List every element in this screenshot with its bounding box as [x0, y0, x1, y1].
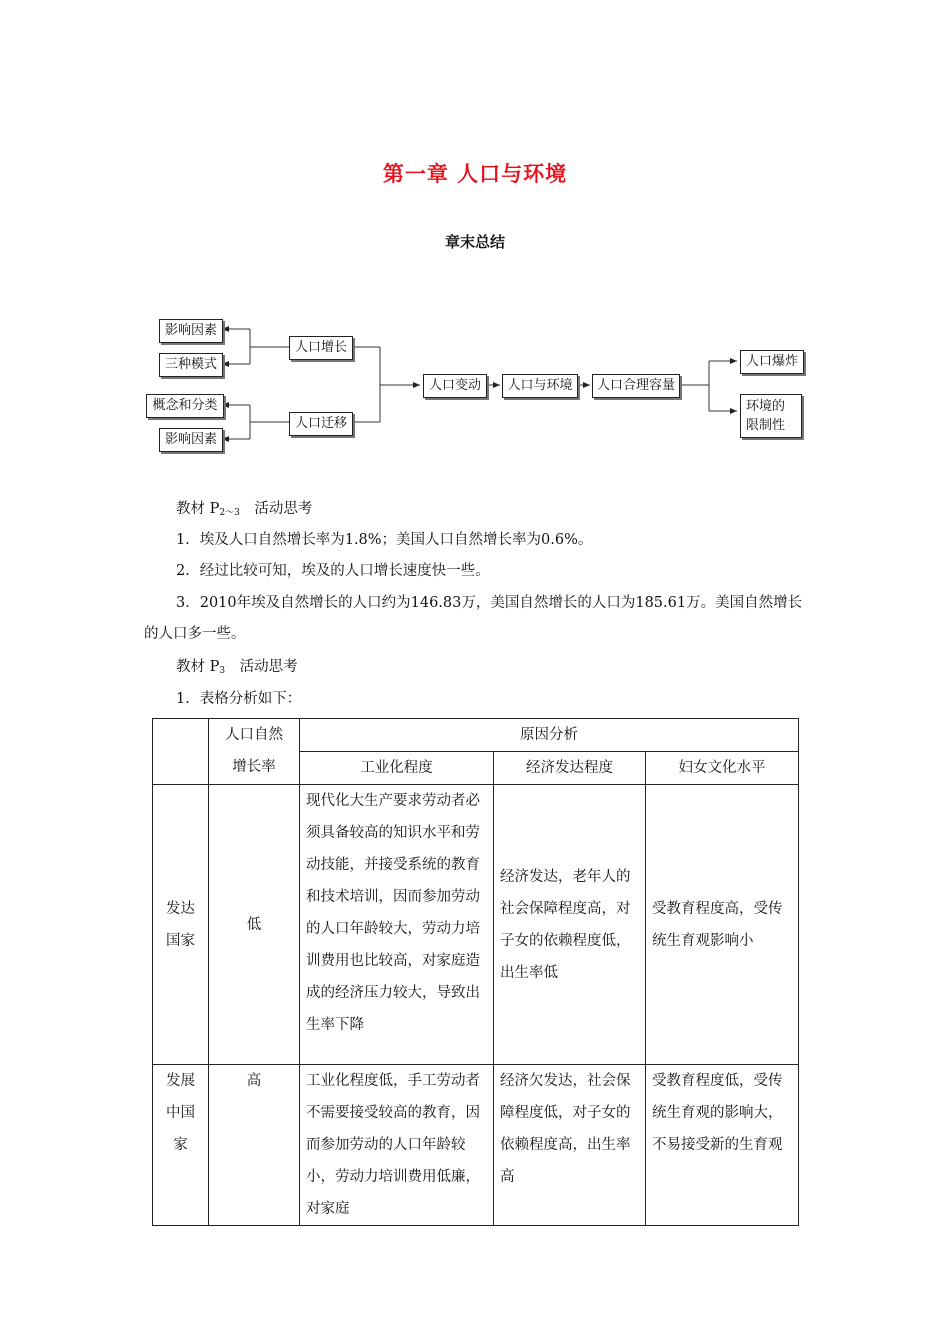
header-economic-level: 经济发达程度	[494, 752, 646, 785]
concept-diagram	[0, 300, 950, 470]
row-developed-economy: 经济发达，老年人的社会保障程度高，对子女的依赖程度低，出生率低	[494, 785, 646, 1065]
row-developing-name: 发展中国家	[153, 1065, 209, 1226]
row-developed-women: 受教育程度高，受传统生育观影响小	[646, 785, 799, 1065]
header-women-education: 妇女文化水平	[646, 752, 799, 785]
box-migration-factors: 影响因素	[159, 428, 223, 452]
analysis-table	[152, 718, 799, 1226]
box-population-explosion: 人口爆炸	[740, 350, 804, 374]
header-industrialization: 工业化程度	[300, 752, 494, 785]
table-corner-cell	[153, 719, 209, 785]
box-population-change: 人口变动	[423, 374, 487, 398]
page-title: 第一章 人口与环境	[382, 161, 568, 186]
box-population-migration: 人口迁移	[289, 412, 353, 436]
header-reason-analysis: 原因分析	[300, 719, 799, 752]
row-developed-rate: 低	[209, 785, 300, 1065]
box-population-environment: 人口与环境	[502, 374, 578, 398]
box-three-modes: 三种模式	[159, 353, 223, 377]
box-reasonable-capacity: 人口合理容量	[592, 374, 680, 398]
answer-2: 2．经过比较可知，埃及的人口增长速度快一些。	[176, 563, 490, 579]
header-growth-rate: 人口自然增长率	[209, 719, 300, 785]
section-heading-2: 教材 $P_3$ 活动思考	[176, 659, 298, 676]
row-developed-industrialization: 现代化大生产要求劳动者必须具备较高的知识水平和劳动技能，并接受系统的教育和技术培训，因而参加劳动的人口年龄较大，劳动力培训费用也比较高，对家庭造成的经济压力较大，导致出生率下降	[300, 785, 494, 1065]
row-developing-economy: 经济欠发达，社会保障程度低，对子女的依赖程度高，出生率高	[494, 1065, 646, 1226]
row-developing-rate: 高	[209, 1065, 300, 1226]
row-developing-industrialization: 工业化程度低，手工劳动者不需要接受较高的教育，因而参加劳动的人口年龄较小，劳动力培训费用低廉，对家庭	[300, 1065, 494, 1226]
box-concept-classification: 概念和分类	[146, 394, 224, 418]
answer-3: 3．2010年埃及自然增长的人口约为146.83万，美国自然增长的人口为185.61万。美国自然增长的人口多一些。	[144, 595, 803, 642]
page-subtitle: 章末总结	[444, 233, 505, 251]
row-developed-name: 发达国家	[153, 785, 209, 1065]
row-developing-women: 受教育程度低，受传统生育观的影响大，不易接受新的生育观	[646, 1065, 799, 1226]
table-row	[153, 1065, 799, 1226]
box-environment-limits: 环境的限制性	[740, 394, 802, 438]
table-row	[153, 785, 799, 1065]
section-heading-1: 教材 $P_{2\sim 3}$ 活动思考	[176, 501, 313, 518]
answer-table-intro: 1．表格分析如下：	[176, 691, 302, 707]
box-population-growth: 人口增长	[289, 336, 353, 360]
answer-1: 1．埃及人口自然增长率为1.8%；美国人口自然增长率为0.6%。	[176, 532, 593, 548]
box-growth-factors: 影响因素	[159, 319, 223, 343]
